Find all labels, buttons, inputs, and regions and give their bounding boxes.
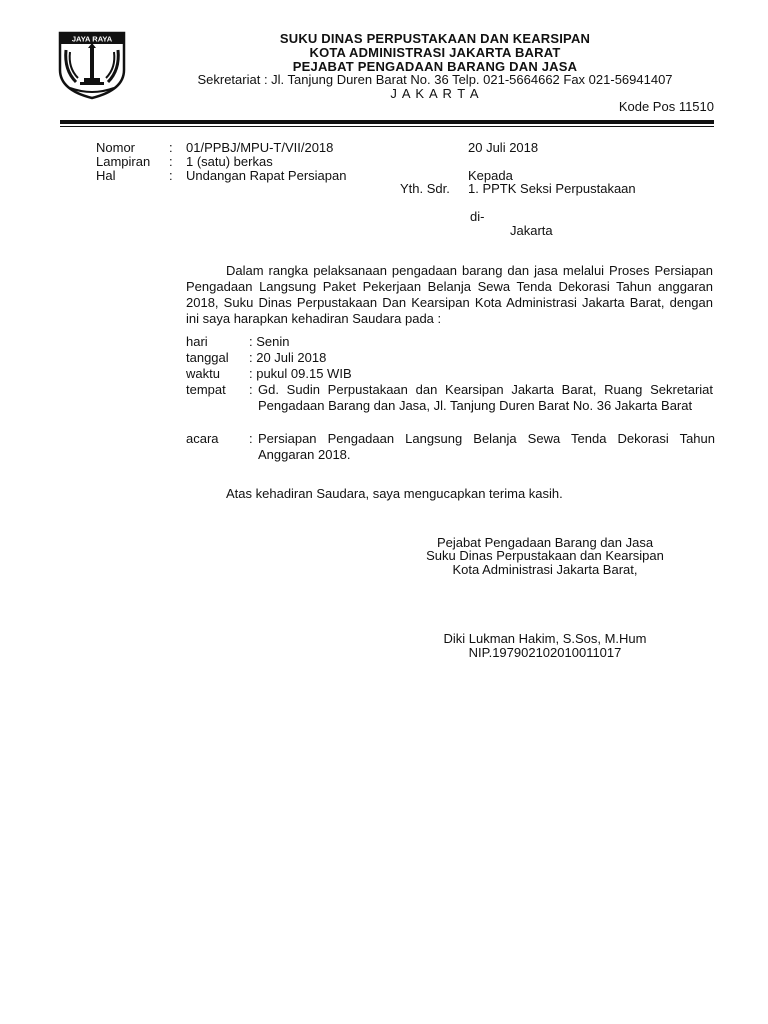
hal-label: Hal bbox=[96, 168, 116, 183]
letterhead-rule-thick bbox=[60, 120, 714, 124]
lampiran-value: 1 (satu) berkas bbox=[186, 154, 273, 169]
tempat-label: tempat bbox=[186, 382, 226, 397]
lampiran-colon: : bbox=[169, 154, 173, 169]
letterhead-rule-thin bbox=[60, 126, 714, 127]
kop-postcode: Kode Pos 11510 bbox=[618, 99, 714, 114]
kop-address: Sekretariat : Jl. Tanjung Duren Barat No. 36 Telp. 021-5664662 Fax 021-56941407 bbox=[197, 72, 673, 87]
signatory-nip: NIP.197902102010011017 bbox=[468, 645, 622, 660]
kop-line-2: KOTA ADMINISTRASI JAKARTA BARAT bbox=[309, 45, 561, 60]
acara-colon: : bbox=[249, 431, 253, 446]
hari-label: hari bbox=[186, 334, 208, 349]
yth-label: Yth. Sdr. bbox=[400, 181, 450, 196]
tanggal-label: tanggal bbox=[186, 350, 229, 365]
waktu-label: waktu bbox=[186, 366, 220, 381]
logo-text: JAYA RAYA bbox=[71, 34, 113, 44]
intro-paragraph: Dalam rangka pelaksanaan pengadaan barang dan jasa melalui Proses Persiapan Pengadaan Langsung Paket Pekerjaan Belanja Sewa Tenda Dekorasi Tahun anggaran 2018, Suku Dinas Perpustakaan Dan Kearsipan Kota Administrasi Jakarta Barat, dengan ini saya harapkan kehadiran Saudara pada : bbox=[186, 263, 713, 326]
nomor-label: Nomor bbox=[96, 140, 136, 155]
tempat-value: Gd. Sudin Perpustakaan dan Kearsipan Jakarta Barat, Ruang Sekretariat Pengadaan Barang dan Jasa, Jl. Tanjung Duren Barat No. 36 Jakarta Barat bbox=[258, 382, 713, 413]
closing-sentence: Atas kehadiran Saudara, saya mengucapkan terima kasih. bbox=[226, 486, 563, 501]
signature-line-1: Pejabat Pengadaan Barang dan Jasa bbox=[436, 535, 654, 550]
kop-line-1: SUKU DINAS PERPUSTAKAAN DAN KEARSIPAN bbox=[279, 31, 591, 46]
kop-line-3: PEJABAT PENGADAAN BARANG DAN JASA bbox=[292, 59, 578, 74]
signature-line-2: Suku Dinas Perpustakaan dan Kearsipan bbox=[426, 548, 664, 563]
tempat-colon: : bbox=[249, 382, 253, 397]
waktu-value: : pukul 09.15 WIB bbox=[249, 366, 352, 381]
recipient-place: Jakarta bbox=[510, 223, 553, 238]
letter-date: 20 Juli 2018 bbox=[468, 140, 539, 155]
signature-line-3: Kota Administrasi Jakarta Barat, bbox=[452, 562, 638, 577]
acara-value: Persiapan Pengadaan Langsung Belanja Sewa Tenda Dekorasi Tahun Anggaran 2018. bbox=[258, 431, 715, 462]
tanggal-value: : 20 Juli 2018 bbox=[249, 350, 327, 365]
hal-value: Undangan Rapat Persiapan bbox=[186, 168, 347, 183]
hal-colon: : bbox=[169, 168, 173, 183]
nomor-colon: : bbox=[169, 140, 173, 155]
kepada-label: Kepada bbox=[468, 168, 513, 183]
acara-label: acara bbox=[186, 431, 219, 446]
kop-city: J A K A R T A bbox=[390, 86, 480, 101]
hari-value: : Senin bbox=[249, 334, 290, 349]
signatory-name: Diki Lukman Hakim, S.Sos, M.Hum bbox=[443, 631, 647, 646]
recipient-name: 1. PPTK Seksi Perpustakaan bbox=[468, 181, 636, 196]
di-label: di- bbox=[470, 209, 485, 224]
nomor-value: 01/PPBJ/MPU-T/VII/2018 bbox=[186, 140, 334, 155]
jakarta-emblem-icon bbox=[56, 30, 128, 100]
lampiran-label: Lampiran bbox=[96, 154, 151, 169]
